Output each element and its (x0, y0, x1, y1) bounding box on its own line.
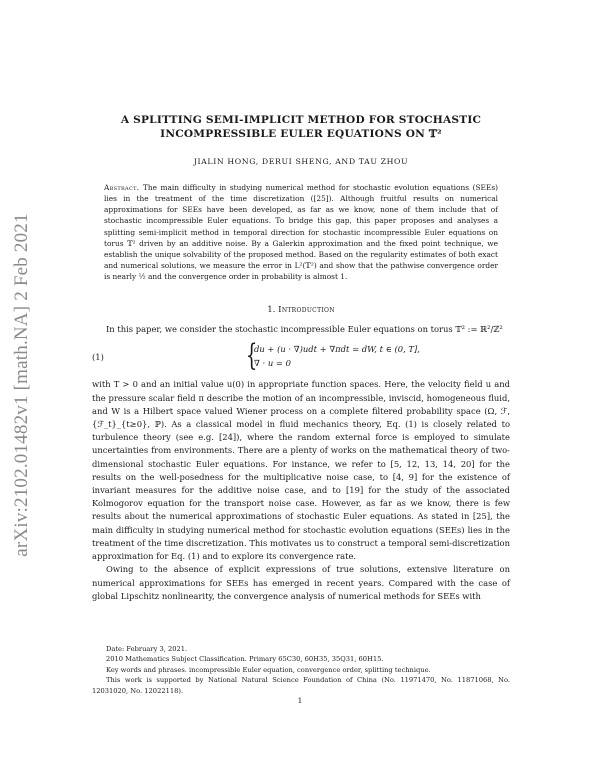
page-number: 1 (297, 696, 303, 705)
equation-lines (254, 343, 420, 370)
equation-line-1: du + (u · ∇)udt + ∇πdt = dW, t ∈ (0, T], (254, 344, 420, 355)
arxiv-id-text: arXiv:2102.01482v1 [math.NA] 2 Feb 2021 (11, 213, 32, 557)
intro-paragraph-2: with T > 0 and an initial value u(0) in appropriate function spaces. Here, the velocity field u and the pressure scalar field π describe the motion of an incompressible, inviscid, homogeneous fluid, and W is a Hilbert space valued Wiener process on a complete filtered probability space (Ω, ℱ, {ℱ_t}_{t≥0}, ℙ). As a classical model in fluid mechanics theory, Eq. (1) is closely related to turbulence theory (see e.g. [24]), where the random external force is employed to simulate uncertainties from environments. There are a plenty of works on the mathematical theory of two-dimensional stochastic Euler equations. For instance, we refer to [5, 12, 13, 14, 20] for the results on the well-posedness for the multiplicative noise case, to [4, 9] for the existence of invariant measures for the additive noise case, and to [19] for the study of the associated Kolmogorov equation for the transport noise case. However, as far as we know, there is few results about the numerical approximations of stochastic Euler equations. As stated in [25], the main difficulty in studying numerical method for stochastic evolution equations (SEEs) lies in the treatment of the time discretization. This motivates us to construct a temporal semi-discretization approximation for Eq. (1) and to explore its convergence rate. (92, 379, 510, 562)
paper-page (92, 110, 510, 603)
title-line-1: A SPLITTING SEMI-IMPLICIT METHOD FOR STOCHASTIC (120, 114, 482, 126)
footnote-keywords: Key words and phrases. incompressible Euler equation, convergence order, splitting technique. (106, 665, 431, 674)
equation-line-2: ∇ · u = 0 (254, 357, 291, 368)
footnote-funding: This work is supported by National Natural Science Foundation of China (No. 11971470, No. 11871068, No. 12031020, No. 12022118). (92, 676, 510, 695)
section-title: Introduction (278, 305, 335, 316)
footnote-date: Date: February 3, 2021. (106, 645, 188, 653)
footnote-msc: 2010 Mathematics Subject Classification. Primary 65C30, 60H35, 35Q31, 60H15. (106, 655, 384, 664)
abstract (104, 182, 498, 282)
equation-number: (1) (92, 352, 104, 363)
equation-1 (92, 338, 510, 374)
paper-title (92, 113, 510, 141)
intro-paragraph-1: In this paper, we consider the stochastic incompressible Euler equations on torus 𝕋² := ℝ²/ℤ² (106, 324, 503, 335)
section-number: 1. (267, 305, 276, 316)
abstract-text: The main difficulty in studying numerical method for stochastic evolution equations (SEEs) lies in the treatment of the time discretization ([25]). Although fruitful results on numerical approximations for SEEs have been developed, as far as we know, none of them include that of stochastic incompressible Euler equations. To bridge this gap, this paper proposes and analyses a splitting semi-implicit method in temporal direction for stochastic incompressible Euler equations on torus 𝕋² driven by an additive noise. By a Galerkin approximation and the fixed point technique, we establish the unique solvability of the proposed method. Based on the regularity estimates of both exact and numerical solutions, we measure the error in L²(𝕋²) and show that the pathwise convergence order is nearly ½ and the convergence order in probability is almost 1. (104, 183, 498, 281)
title-line-2: INCOMPRESSIBLE EULER EQUATIONS ON 𝕋² (160, 128, 442, 140)
section-heading (92, 304, 510, 317)
abstract-label: Abstract. (104, 183, 140, 193)
intro-paragraph-3: Owing to the absence of explicit expressions of true solutions, extensive literature on numerical approximations for SEEs has emerged in recent years. Compared with the case of global Lipschitz nonlinearity, the convergence analysis of numerical methods for SEEs with (92, 564, 510, 601)
arxiv-side-identifier (0, 0, 40, 776)
author-list: JIALIN HONG, DERUI SHENG, AND TAU ZHOU (193, 157, 409, 166)
equation-brace: { (245, 338, 258, 374)
footnotes (92, 644, 510, 696)
